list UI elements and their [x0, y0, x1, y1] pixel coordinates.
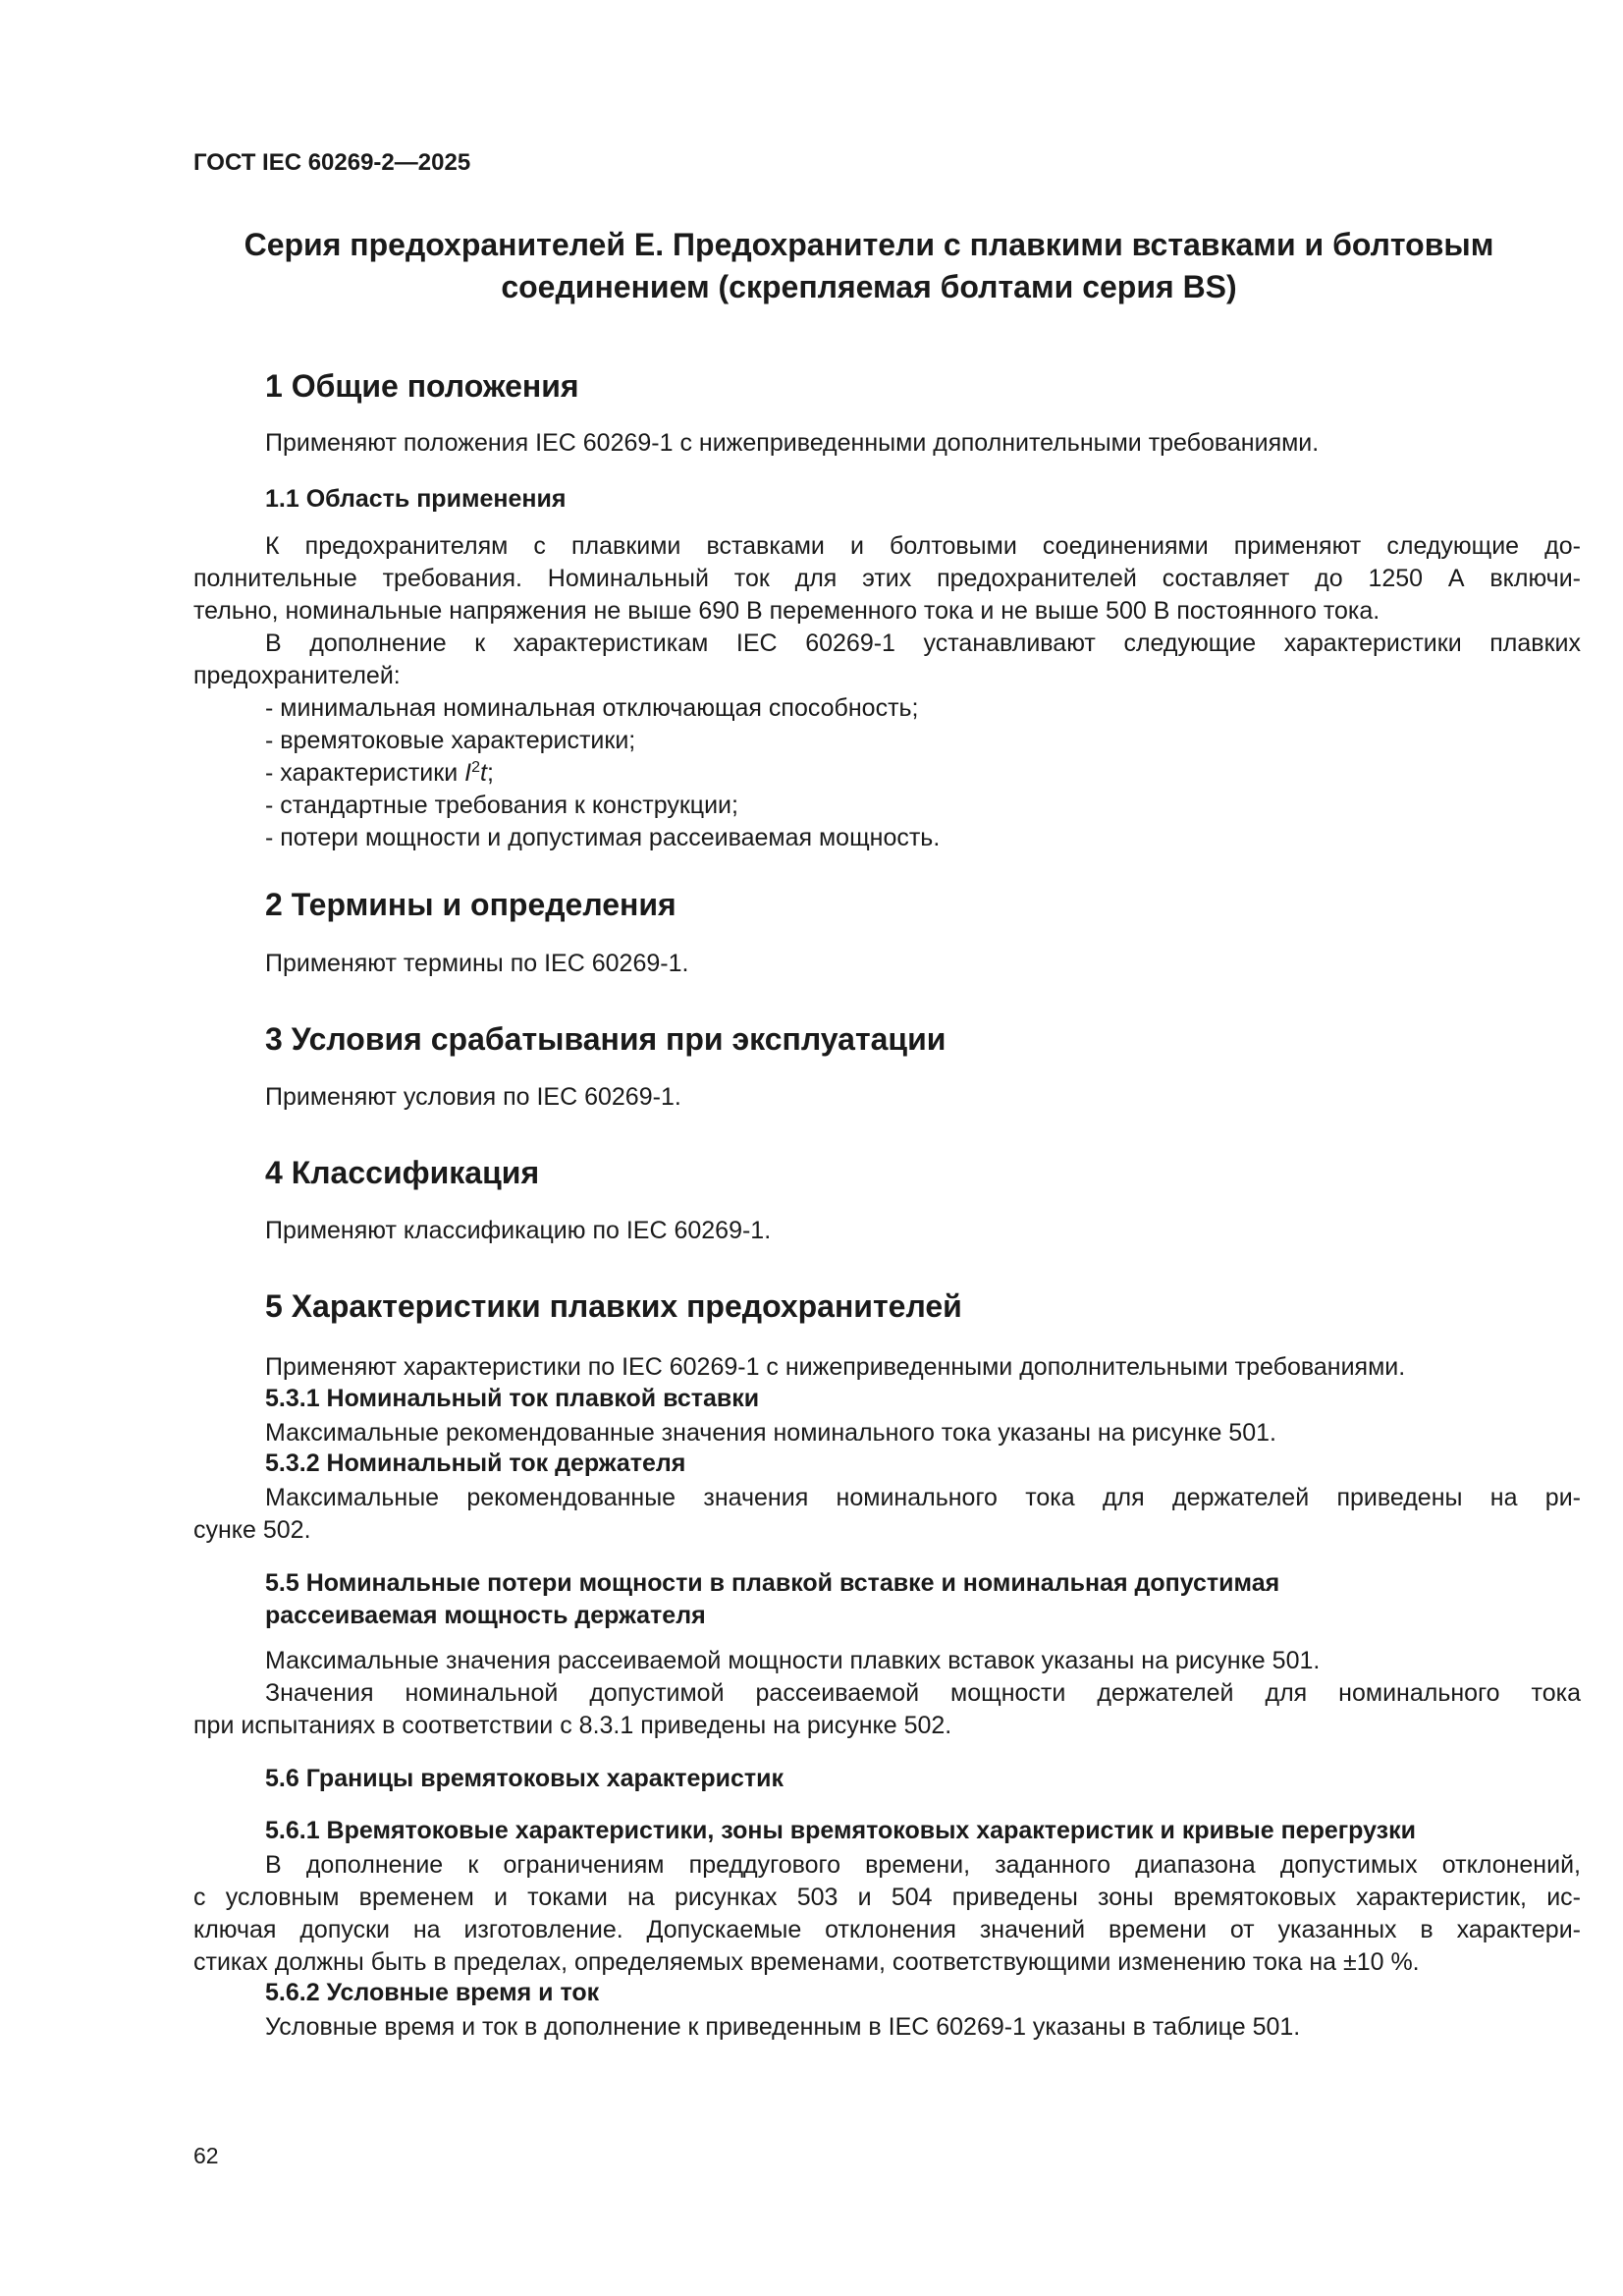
list-item: - минимальная номинальная отключающая способность;: [265, 694, 919, 722]
list-item: - характеристики $I^2t$;: [265, 759, 494, 787]
scope-paragraph-line-1: К предохранителям с плавкими вставками и болтовыми соединениями применяют следующие до-: [265, 532, 1581, 560]
subsection-1-1-heading: 1.1 Область применения: [265, 485, 567, 513]
subsection-5-3-2-heading: 5.3.2 Номинальный ток держателя: [265, 1449, 686, 1477]
document-title: [147, 224, 1591, 308]
subsection-5-3-1-heading: 5.3.1 Номинальный ток плавкой вставки: [265, 1385, 760, 1412]
list-item: - стандартные требования к конструкции;: [265, 792, 738, 819]
scope-paragraph-line-3: тельно, номинальные напряжения не выше 690 В переменного тока и не выше 500 В постоянного тока.: [193, 597, 1380, 625]
title-line-1: Серия предохранителей Е. Предохранители с плавкими вставками и болтовым: [243, 227, 1494, 262]
subsection-5-3-2-text-line-1: Максимальные рекомендованные значения номинального тока для держателей приведены на ри-: [265, 1484, 1581, 1511]
scope-paragraph-line-2: полнительные требования. Номинальный ток для этих предохранителей составляет до 1250 А включи-: [193, 565, 1581, 592]
title-line-2: соединением (скрепляемая болтами серия BS): [501, 269, 1237, 304]
characteristics-paragraph-line-1: В дополнение к характеристикам IEC 60269-1 устанавливают следующие характеристики плавких: [265, 629, 1581, 657]
section-3-heading: 3 Условия срабатывания при эксплуатации: [265, 1021, 947, 1057]
section-3-text: Применяют условия по IEC 60269-1.: [265, 1083, 681, 1111]
subsection-5-6-1-heading: 5.6.1 Времятоковые характеристики, зоны времятоковых характеристик и кривые перегрузки: [265, 1817, 1416, 1844]
subsection-5-6-heading: 5.6 Границы времятоковых характеристик: [265, 1765, 784, 1792]
subsection-5-5-heading-line-2: рассеиваемая мощность держателя: [265, 1602, 706, 1629]
standard-code: ГОСТ IEC 60269-2—2025: [193, 149, 471, 176]
section-1-heading: 1 Общие положения: [265, 368, 579, 404]
section-1-intro: Применяют положения IEC 60269-1 с нижеприведенными дополнительными требованиями.: [265, 429, 1320, 457]
subsection-5-6-1-text-line-1: В дополнение к ограничениям преддугового времени, заданного диапазона допустимых отклонений,: [265, 1851, 1581, 1879]
subsection-5-6-1-text-line-2: с условным временем и токами на рисунках 503 и 504 приведены зоны времятоковых характеристик, ис-: [193, 1884, 1581, 1911]
subsection-5-3-2-text-line-2: сунке 502.: [193, 1516, 311, 1544]
subsection-5-5-text-b-line-1: Значения номинальной допустимой рассеиваемой мощности держателей для номинального тока: [265, 1679, 1581, 1707]
list-item: - потери мощности и допустимая рассеиваемая мощность.: [265, 824, 941, 851]
subsection-5-5-heading-line-1: 5.5 Номинальные потери мощности в плавкой вставке и номинальная допустимая: [265, 1569, 1280, 1597]
subsection-5-6-1-text-line-3: ключая допуски на изготовление. Допускаемые отклонения значений времени от указанных в характери-: [193, 1916, 1581, 1943]
section-5-intro: Применяют характеристики по IEC 60269-1 с нижеприведенными дополнительными требованиями.: [265, 1353, 1406, 1381]
section-4-heading: 4 Классификация: [265, 1155, 540, 1190]
section-4-text: Применяют классификацию по IEC 60269-1.: [265, 1217, 772, 1244]
subsection-5-5-text-a: Максимальные значения рассеиваемой мощности плавких вставок указаны на рисунке 501.: [265, 1647, 1321, 1674]
list-item: - времятоковые характеристики;: [265, 727, 636, 754]
section-5-heading: 5 Характеристики плавких предохранителей: [265, 1288, 962, 1324]
subsection-5-6-2-heading: 5.6.2 Условные время и ток: [265, 1979, 600, 2006]
subsection-5-5-text-b-line-2: при испытаниях в соответствии с 8.3.1 приведены на рисунке 502.: [193, 1712, 952, 1739]
subsection-5-3-1-text: Максимальные рекомендованные значения номинального тока указаны на рисунке 501.: [265, 1419, 1276, 1447]
page-number: 62: [193, 2143, 219, 2168]
subsection-5-6-2-text: Условные время и ток в дополнение к приведенным в IEC 60269-1 указаны в таблице 501.: [265, 2013, 1301, 2041]
section-2-heading: 2 Термины и определения: [265, 887, 676, 922]
section-2-text: Применяют термины по IEC 60269-1.: [265, 950, 689, 977]
subsection-5-6-1-text-line-4: стиках должны быть в пределах, определяемых временами, соответствующими изменению тока на ±10 %.: [193, 1948, 1420, 1976]
characteristics-paragraph-line-2: предохранителей:: [193, 662, 401, 689]
